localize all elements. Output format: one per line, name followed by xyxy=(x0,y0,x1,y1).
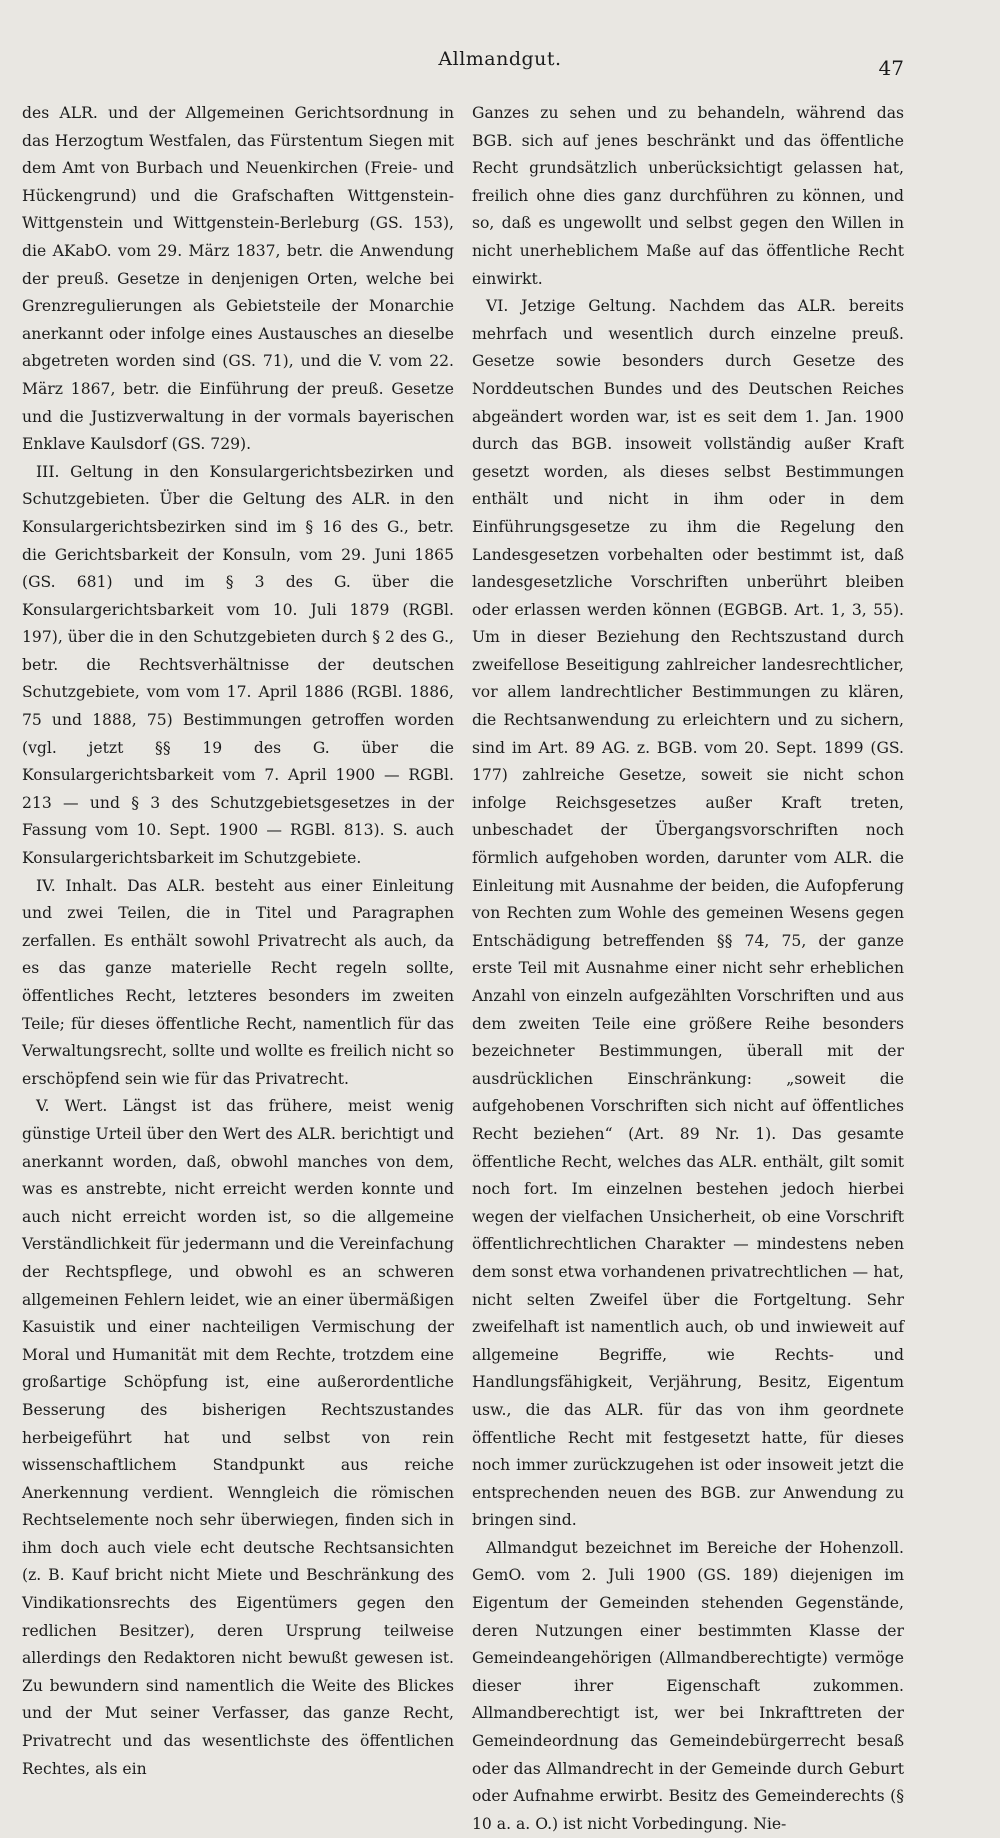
left-paragraph-4: V. Wert. Längst ist das frühere, meist wenig günstige Urteil über den Wert des ALR. berichtigt und anerkannt worden, daß, obwohl manches von dem, was es anstrebte, nicht erreicht werden konnte und auch nicht erreicht worden ist, so die allgemeine Verständlichkeit für jedermann und die Vereinfachung der Rechtspflege, und obwohl es an schweren allgemeinen Fehlern leidet, wie an einer übermäßigen Kasuistik und einer nachteiligen Vermischung der Moral und Humanität mit dem Rechte, trotzdem eine großartige Schöpfung ist, eine außerordentliche Besserung des bisherigen Rechtszustandes herbeigeführt hat und selbst von rein wissenschaftlichem Standpunkt aus reiche Anerkennung verdient. Wenngleich die römischen Rechtselemente noch sehr überwiegen, finden sich in ihm doch auch viele echt deutsche Rechtsansichten (z. B. Kauf bricht nicht Miete und Beschränkung des Vindikationsrechts des Eigentümers gegen den redlichen Besitzer), deren Ursprung teilweise allerdings den Redaktoren nicht bewußt gewesen ist. Zu bewundern sind namentlich die Weite des Blickes und der Mut seiner Verfasser, das ganze Recht, Privatrecht und das wesentlichste des öffentlichen Rechtes, als ein xyxy=(22,1097,454,1778)
right-paragraph-3: Allmandgut bezeichnet im Bereiche der Hohenzoll. GemO. vom 2. Juli 1900 (GS. 189) diejenigen im Eigentum der Gemeinden stehenden Gegenstände, deren Nutzungen einer bestimmten Klasse der Gemeindeangehörigen (Allmandberechtigte) vermöge dieser ihrer Eigenschaft zukommen. Allmandberechtigt ist, wer bei Inkrafttreten der Gemeindeordnung das Gemeindebürgerrecht besaß oder das Allmandrecht in der Gemeinde durch Geburt oder Aufnahme erwirbt. Besitz des Gemeinderechts (§ 10 a. a. O.) ist nicht Vorbedingung. Nie- xyxy=(472,1538,904,1833)
running-header-title: Allmandgut. xyxy=(438,48,562,70)
left-text-column xyxy=(22,100,454,1783)
left-paragraph-3: IV. Inhalt. Das ALR. besteht aus einer Einleitung und zwei Teilen, die in Titel und Paragraphen zerfallen. Es enthält sowohl Privatrecht als auch, da es das ganze materielle Recht regeln sollte, öffentliches Recht, letzteres besonders im zweiten Teile; für dieses öffentliche Recht, namentlich für das Verwaltungsrecht, sollte und wollte es freilich nicht so erschöpfend sein wie für das Privatrecht. xyxy=(22,876,454,1088)
page-number: 47 xyxy=(878,56,904,80)
left-paragraph-1: des ALR. und der Allgemeinen Gerichtsordnung in das Herzogtum Westfalen, das Fürstentum Siegen mit dem Amt von Burbach und Neuenkirchen (Freie- und Hückengrund) und die Grafschaften Wittgenstein-Wittgenstein und Wittgenstein-Berleburg (GS. 153), die AKabO. vom 29. März 1837, betr. die Anwendung der preuß. Gesetze in denjenigen Orten, welche bei Grenzregulierungen als Gebietsteile der Monarchie anerkannt oder infolge eines Austausches an dieselbe abgetreten worden sind (GS. 71), und die V. vom 22. März 1867, betr. die Einführung der preuß. Gesetze und die Justizverwaltung in der vormals bayerischen Enklave Kaulsdorf (GS. 729). xyxy=(22,104,454,454)
right-text-column xyxy=(472,100,904,1838)
right-paragraph-2: VI. Jetzige Geltung. Nachdem das ALR. bereits mehrfach und wesentlich durch einzelne preuß. Gesetze sowie besonders durch Gesetze des Norddeutschen Bundes und des Deutschen Reiches abgeändert worden war, ist es seit dem 1. Jan. 1900 durch das BGB. insoweit vollständig außer Kraft gesetzt worden, als dieses selbst Bestimmungen enthält und nicht in ihm oder in dem Einführungsgesetze zu ihm die Regelung den Landesgesetzen vorbehalten oder bestimmt ist, daß landesgesetzliche Vorschriften unberührt bleiben oder erlassen werden können (EGBGB. Art. 1, 3, 55). Um in dieser Beziehung den Rechtszustand durch zweifellose Beseitigung zahlreicher landesrechtlicher, vor allem landrechtlicher Bestimmungen zu klären, die Rechtsanwendung zu erleichtern und zu sichern, sind im Art. 89 AG. z. BGB. vom 20. Sept. 1899 (GS. 177) zahlreiche Gesetze, soweit sie nicht schon infolge Reichsgesetzes außer Kraft treten, unbeschadet der Übergangsvorschriften noch förmlich aufgehoben worden, darunter vom ALR. die Einleitung mit Ausnahme der beiden, die Aufopferung von Rechten zum Wohle des gemeinen Wesens gegen Entschädigung betreffenden §§ 74, 75, der ganze erste Teil mit Ausnahme einer nicht sehr erheblichen Anzahl von einzeln aufgezählten Vorschriften und aus dem zweiten Teile eine größere Reihe besonders bezeichneter Bestimmungen, überall mit der ausdrücklichen Einschränkung: „soweit die aufgehobenen Vorschriften sich nicht auf öffentliches Recht beziehen“ (Art. 89 Nr. 1). Das gesamte öffentliche Recht, welches das ALR. enthält, gilt somit noch fort. Im einzelnen bestehen jedoch hierbei wegen der vielfachen Unsicherheit, ob eine Vorschrift öffentlichrechtlichen Charakter — mindestens neben dem sonst etwa vorhandenen privatrechtlichen — hat, nicht selten Zweifel über die Fortgeltung. Sehr zweifelhaft ist namentlich auch, ob und inwieweit auf allgemeine Begriffe, wie Rechts- und Handlungsfähigkeit, Verjährung, Besitz, Eigentum usw., die das ALR. für das von ihm geordnete öffentliche Recht mit festgesetzt hatte, für dieses noch immer zurückzugehen ist oder insoweit jetzt die entsprechenden neuen des BGB. zur Anwendung zu bringen sind. xyxy=(472,297,904,1530)
left-paragraph-2: III. Geltung in den Konsulargerichtsbezirken und Schutzgebieten. Über die Geltung des ALR. in den Konsulargerichtsbezirken sind im § 16 des G., betr. die Gerichtsbarkeit der Konsuln, vom 29. Juni 1865 (GS. 681) und im § 3 des G. über die Konsulargerichtsbarkeit vom 10. Juli 1879 (RGBl. 197), über die in den Schutzgebieten durch § 2 des G., betr. die Rechtsverhältnisse der deutschen Schutzgebiete, vom vom 17. April 1886 (RGBl. 1886, 75 und 1888, 75) Bestimmungen getroffen worden (vgl. jetzt §§ 19 des G. über die Konsulargerichtsbarkeit vom 7. April 1900 — RGBl. 213 — und § 3 des Schutzgebietsgesetzes in der Fassung vom 10. Sept. 1900 — RGBl. 813). S. auch Konsulargerichtsbarkeit im Schutzgebiete. xyxy=(22,462,454,868)
right-paragraph-1: Ganzes zu sehen und zu behandeln, während das BGB. sich auf jenes beschränkt und das öffentliche Recht grundsätzlich unberücksichtigt gelassen hat, freilich ohne dies ganz durchführen zu können, und so, daß es ungewollt und selbst gegen den Willen in nicht unerheblichem Maße auf das öffentliche Recht einwirkt. xyxy=(472,104,904,288)
